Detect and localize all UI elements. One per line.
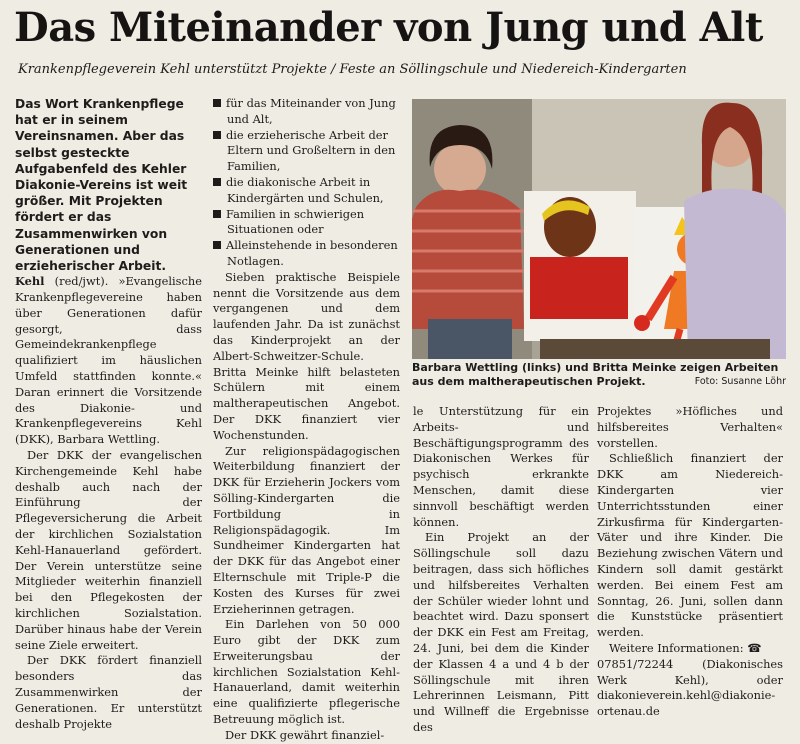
body-paragraph: Sieben praktische Beispiele nennt die Vorsitzende aus dem vergangenen und dem laufenden Jahr. Da ist zunächst das Kinderprojekt an der Albert-Schweitzer-Schule. Britta Meinke hilft belasteten Schülern mit einem maltherapeutischen Angebot. Der DKK finanziert vier Wochenstunden. — [213, 269, 400, 442]
bullet-text: für das Miteinander von Jung und Alt, — [226, 96, 396, 126]
body-paragraph — [15, 274, 202, 448]
bullet-item — [213, 96, 400, 128]
body-paragraph: Zur religionspädagogischen Weiterbildung finanziert der DKK für Erzieherin Jockers vom Sölling-Kindergarten die Fortbildung in Religionspädagogik. Im Sundheimer Kindergarten hat der DKK für das Angebot einer Elternschule mit Triple-P die Kosten des Kurses für zwei Erzieherinnen getragen. — [213, 443, 400, 616]
lead-paragraph: Das Wort Krankenpflege hat er in seinem Vereinsnamen. Aber das selbst gesteckte Aufgabenfeld des Kehler Diakonie-Vereins ist weit größer. Mit Projekten fördert er das Zusammenwirken von Generationen und erzieherischer Arbeit. — [15, 97, 188, 274]
photo-credit: Foto: Susanne Löhr — [694, 376, 786, 387]
photo-illustration — [412, 99, 786, 359]
bullet-square-icon — [213, 241, 221, 249]
contact-text: 07851/72244 (Diakonisches Werk Kehl), oder diakonieverein.kehl@diakonie-ortenau.de — [597, 656, 783, 719]
headline: Das Miteinander von Jung und Alt — [14, 4, 763, 51]
bullet-item — [213, 238, 400, 270]
column-3 — [413, 404, 589, 736]
body-paragraph: Der DKK gewährt finanziel- — [225, 727, 385, 742]
dateline: Kehl — [15, 274, 45, 289]
body-paragraph: Schließlich finanziert der DKK am Niedereich-Kindergarten vier Unterrichtsstunden einer Zirkusfirma für Kindergarten-Väter und ihre Kinder. Die Beziehung zwischen Vätern und Kindern soll damit gestärkt werden. Bei einem Fest am Sonntag, 26. Juni, sollen dann die Kunststücke präsentiert werden. — [597, 451, 783, 640]
body-text: (red/jwt). »Evangelische Krankenpflegevereine haben über Generationen dafür gesorgt, dass Gemeindekrankenpflege qualifiziert im häuslichen Umfeld stattfinden konnte.« Daran erinnert die Vorsitzende des Diakonie- und Krankenpflegevereins Kehl (DKK), Barbara Wettling. — [15, 274, 202, 447]
body-paragraph: Projektes »Höfliches und hilfsbereites Verhalten« vorstellen. — [597, 404, 783, 450]
body-paragraph: Der DKK fördert finanziell besonders das Zusammenwirken der Generationen. Er unterstützt deshalb Projekte — [15, 653, 202, 731]
bullet-item — [213, 207, 400, 239]
bullet-square-icon — [213, 210, 221, 218]
body-paragraph: Ein Projekt an der Söllingschule soll dazu beitragen, dass sich höfliches und hilfsbereites Verhalten der Schüler wieder lohnt und beachtet wird. Dazu sponsert der DKK ein Fest am Freitag, 24. Juni, bei dem die Kinder der Klassen 4 a und 4 b der Söllingschule mit ihren Lehrerinnen Leismann, Pitt und Willneff die Ergebnisse des — [413, 530, 589, 734]
body-paragraph: le Unterstützung für ein Arbeits- und Beschäftigungsprogramm des Diakonischen Werkes für psychisch erkrankte Menschen, damit diese sinnvoll beschäftigt werden können. — [413, 404, 589, 529]
column-1 — [15, 96, 202, 732]
article-photo — [412, 99, 786, 359]
bullet-square-icon — [213, 131, 221, 139]
column-2 — [213, 96, 400, 744]
photo-caption: Barbara Wettling (links) und Britta Meinke zeigen Arbeiten aus dem maltherapeutischen Projekt. — [412, 361, 779, 388]
bullet-text: Alleinstehende in besonderen Notlagen. — [226, 238, 398, 268]
body-paragraph: Ein Darlehen von 50 000 Euro gibt der DKK zum Erweiterungsbau der kirchlichen Sozialstation Kehl-Hanauerland, damit weiterhin eine qualifizierte pflegerische Betreuung möglich ist. — [213, 617, 400, 727]
subheadline: Krankenpflegeverein Kehl unterstützt Projekte / Feste an Söllingschule und Niedereich-Kindergarten — [18, 62, 687, 77]
info-label: Weitere Informationen: — [609, 640, 744, 655]
bullet-text: Familien in schwierigen Situationen oder — [226, 206, 365, 237]
body-paragraph: Der DKK der evangelischen Kirchengemeinde Kehl habe deshalb auch nach der Einführung der Pflegeversicherung die Arbeit der kirchlichen Sozialstation Kehl-Hanauerland gefördert. Der Verein unterstütze seine Mitglieder weiterhin finanziell bei den Pflegekosten der kirchlichen Sozialstation. Darüber hinaus habe der Verein seine Ziele erweitert. — [15, 448, 202, 652]
bullet-text: die diakonische Arbeit in Kindergärten und Schulen, — [226, 174, 384, 205]
bullet-text: die erzieherische Arbeit der Eltern und Großeltern in den Familien, — [226, 127, 396, 174]
phone-icon: ☎ — [747, 640, 762, 655]
info-line — [597, 641, 783, 657]
bullet-item — [213, 128, 400, 175]
bullet-square-icon — [213, 99, 221, 107]
bullet-item — [213, 175, 400, 207]
bullet-square-icon — [213, 178, 221, 186]
column-4 — [597, 404, 783, 720]
